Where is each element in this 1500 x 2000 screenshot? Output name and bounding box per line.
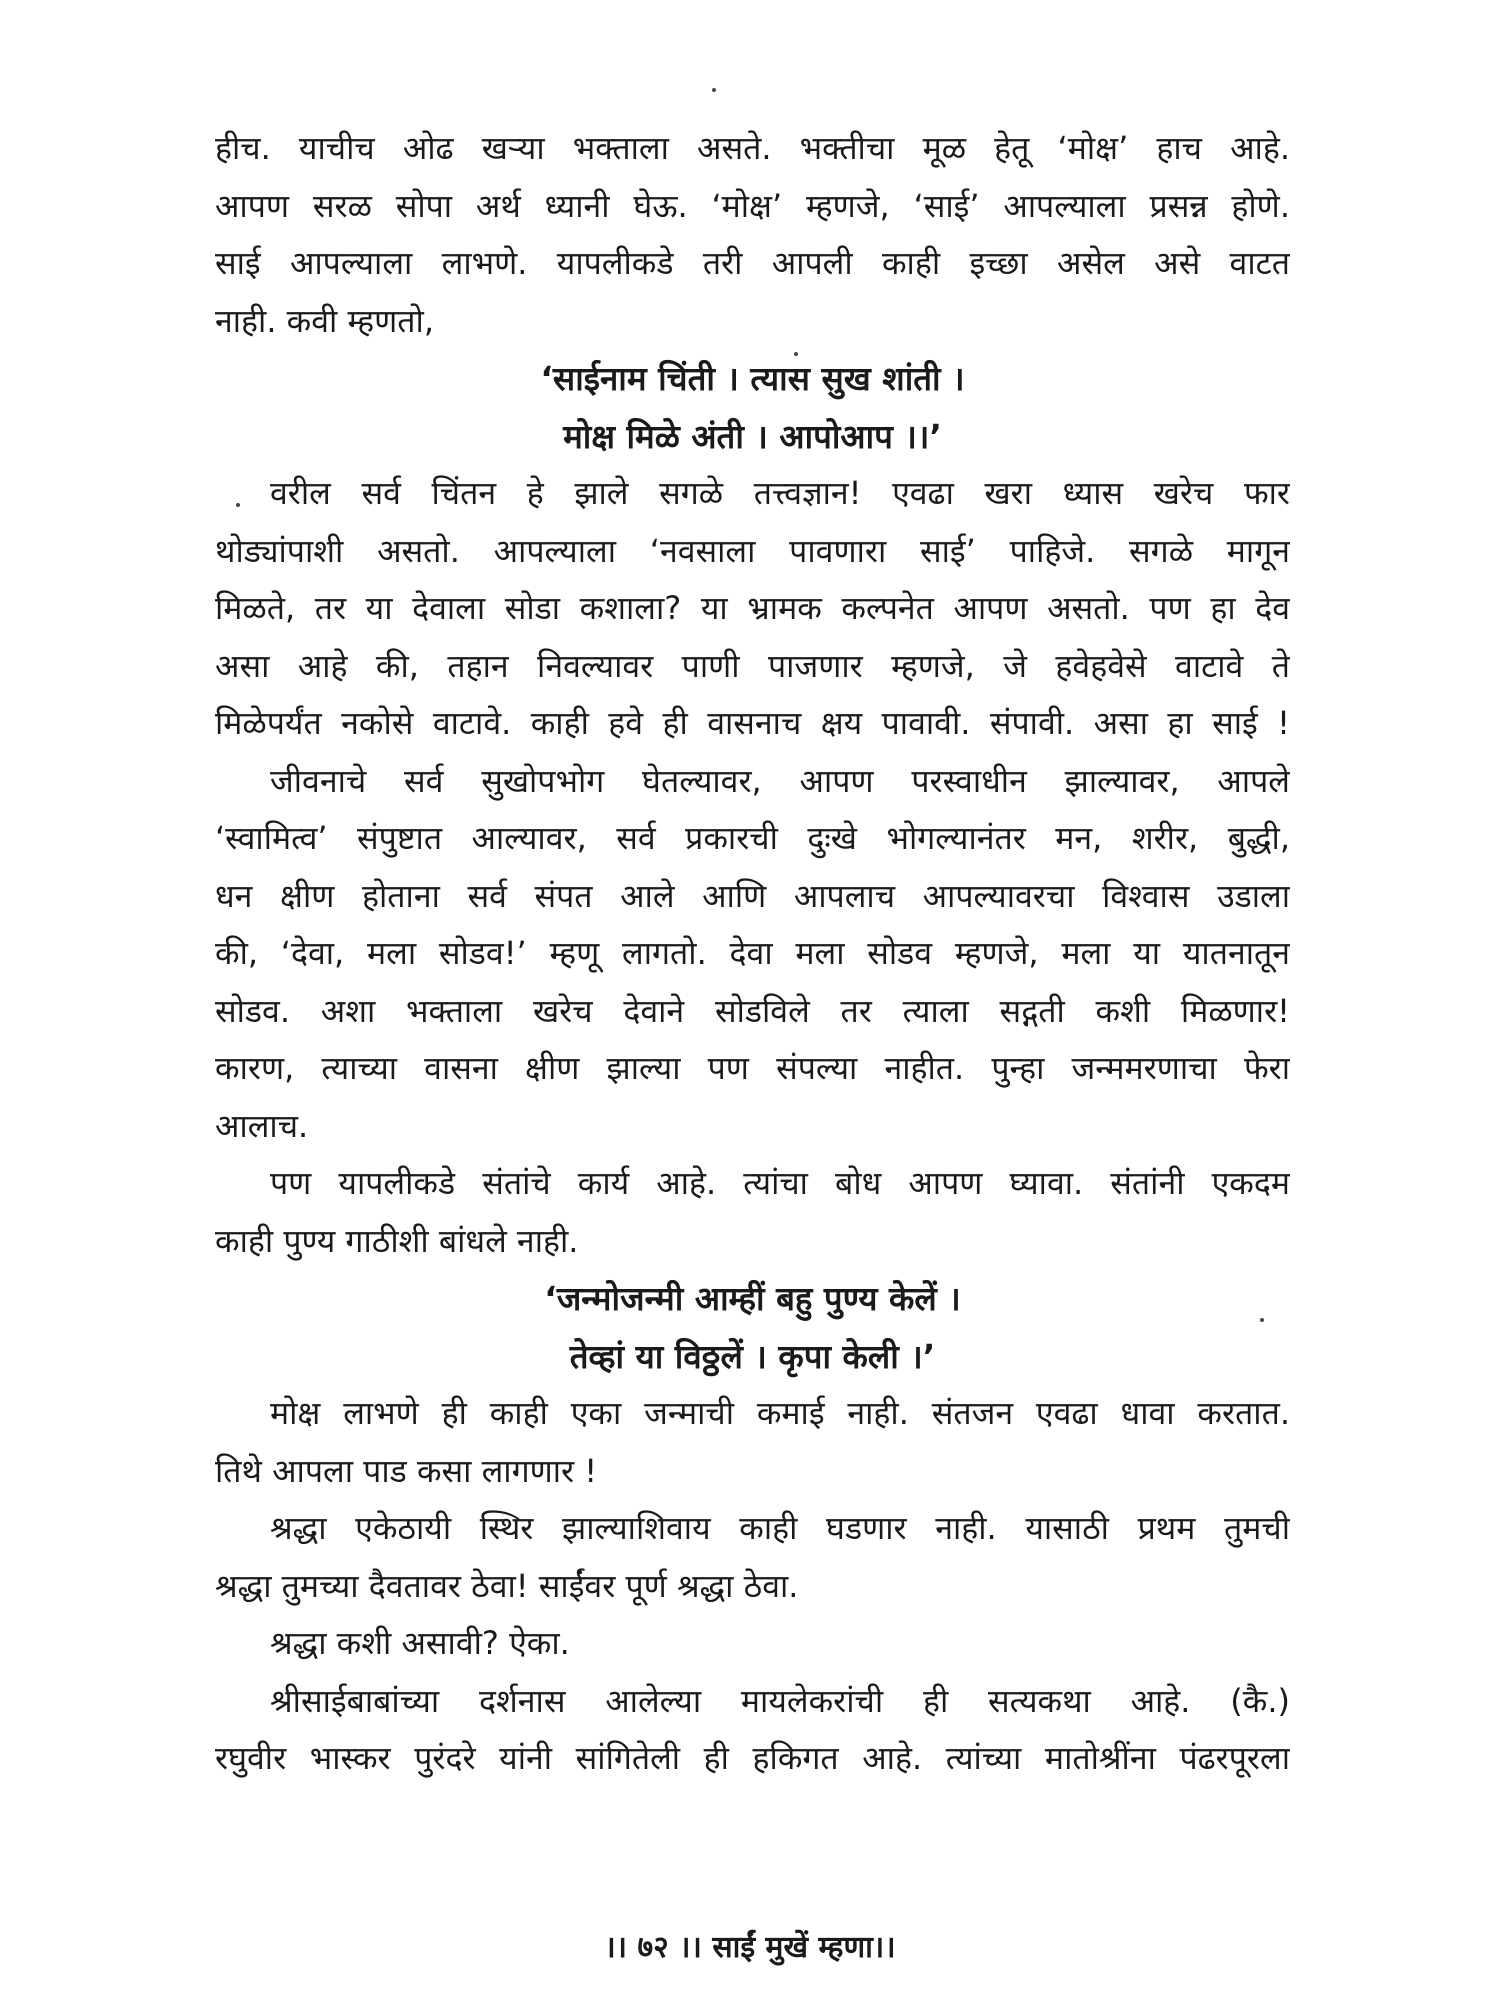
page-footer: ।। ७२ ।। साईं मुखें म्हणा।। bbox=[604, 1930, 896, 1965]
text-line: आपण सरळ सोपा अर्थ ध्यानी घेऊ. ‘मोक्ष’ म्हणजे, ‘साई’ आपल्याला प्रसन्न होणे. bbox=[215, 186, 1290, 225]
text-line: तिथे आपला पाड कसा लागणार ! bbox=[215, 1451, 598, 1490]
verse-line: मोक्ष मिळे अंती । आपोआप ।।’ bbox=[563, 416, 942, 456]
text-line: श्रद्धा एकेठायी स्थिर झाल्याशिवाय काही घडणार नाही. यासाठी प्रथम तुमची bbox=[270, 1509, 1290, 1547]
text-line: कारण, त्याच्या वासना क्षीण झाल्या पण संपल्या नाहीत. पुन्हा जन्ममरणाचा फेरा bbox=[215, 1049, 1290, 1087]
text-line: जीवनाचे सर्व सुखोपभोग घेतल्यावर, आपण परस्वाधीन झाल्यावर, आपले bbox=[270, 761, 1290, 800]
text-line: रघुवीर भास्कर पुरंदरे यांनी सांगितेली ही हकिगत आहे. त्यांच्या मातोश्रींना पंढरपूरला bbox=[215, 1739, 1290, 1777]
text-line: मिळेपर्यंत नकोसे वाटावे. काही हवे ही वासनाच क्षय पावावी. संपावी. असा हा साई ! bbox=[215, 704, 1290, 742]
text-line: हीच. याचीच ओढ खऱ्या भक्ताला असते. भक्तीचा मूळ हेतू ‘मोक्ष’ हाच आहे. bbox=[215, 129, 1290, 167]
body-text bbox=[215, 120, 1290, 1788]
verse-line: तेव्हां या विठ्ठलें । कृपा केली ।’ bbox=[569, 1336, 936, 1376]
text-line: असा आहे की, तहान निवल्यावर पाणी पाजणार म्हणजे, जे हवेहवेसे वाटावे ते bbox=[215, 646, 1290, 685]
text-line: वरील सर्व चिंतन हे झाले सगळे तत्त्वज्ञान! एवढा खरा ध्यास खरेच फार bbox=[270, 474, 1290, 512]
verse-line: ‘जन्मोजन्मी आम्हीं बहु पुण्य केलें । bbox=[544, 1279, 961, 1318]
text-line: नाही. कवी म्हणतो, bbox=[215, 301, 434, 340]
text-line: की, ‘देवा, मला सोडव!’ म्हणू लागतो. देवा मला सोडव म्हणजे, मला या यातनातून bbox=[215, 934, 1290, 972]
verse-line: ‘साईनाम चिंती । त्यास सुख शांती । bbox=[540, 359, 965, 398]
text-line: मोक्ष लाभणे ही काही एका जन्माची कमाई नाही. संतजन एवढा धावा करतात. bbox=[270, 1394, 1290, 1432]
text-line: श्रद्धा कशी असावी? ऐका. bbox=[270, 1624, 570, 1662]
text-line: काही पुण्य गाठीशी बांधले नाही. bbox=[215, 1221, 579, 1260]
text-line: श्रीसाईबाबांच्या दर्शनास आलेल्या मायलेकरांची ही सत्यकथा आहे. (कै.) bbox=[270, 1681, 1290, 1720]
text-line: साई आपल्याला लाभणे. यापलीकडे तरी आपली काही इच्छा असेल असे वाटत bbox=[215, 244, 1290, 282]
text-line: थोड्यांपाशी असतो. आपल्याला ‘नवसाला पावणारा साई’ पाहिजे. सगळे मागून bbox=[215, 531, 1290, 570]
text-line: आलाच. bbox=[215, 1106, 309, 1145]
text-line: ‘स्वामित्व’ संपुष्टात आल्यावर, सर्व प्रकारची दुःखे भोगल्यानंतर मन, शरीर, बुद्धी, bbox=[215, 819, 1290, 857]
text-line: सोडव. अशा भक्ताला खरेच देवाने सोडविले तर त्याला सद्गती कशी मिळणार! bbox=[215, 991, 1290, 1030]
print-speck bbox=[712, 88, 716, 92]
text-line: धन क्षीण होताना सर्व संपत आले आणि आपलाच आपल्यावरचा विश्वास उडाला bbox=[215, 876, 1290, 915]
text-line: मिळते, तर या देवाला सोडा कशाला? या भ्रामक कल्पनेत आपण असतो. पण हा देव bbox=[215, 589, 1290, 627]
text-line: पण यापलीकडे संतांचे कार्य आहे. त्यांचा बोध आपण घ्यावा. संतांनी एकदम bbox=[270, 1164, 1290, 1202]
text-line: श्रद्धा तुमच्या दैवतावर ठेवा! साईंवर पूर्ण श्रद्धा ठेवा. bbox=[215, 1566, 799, 1605]
